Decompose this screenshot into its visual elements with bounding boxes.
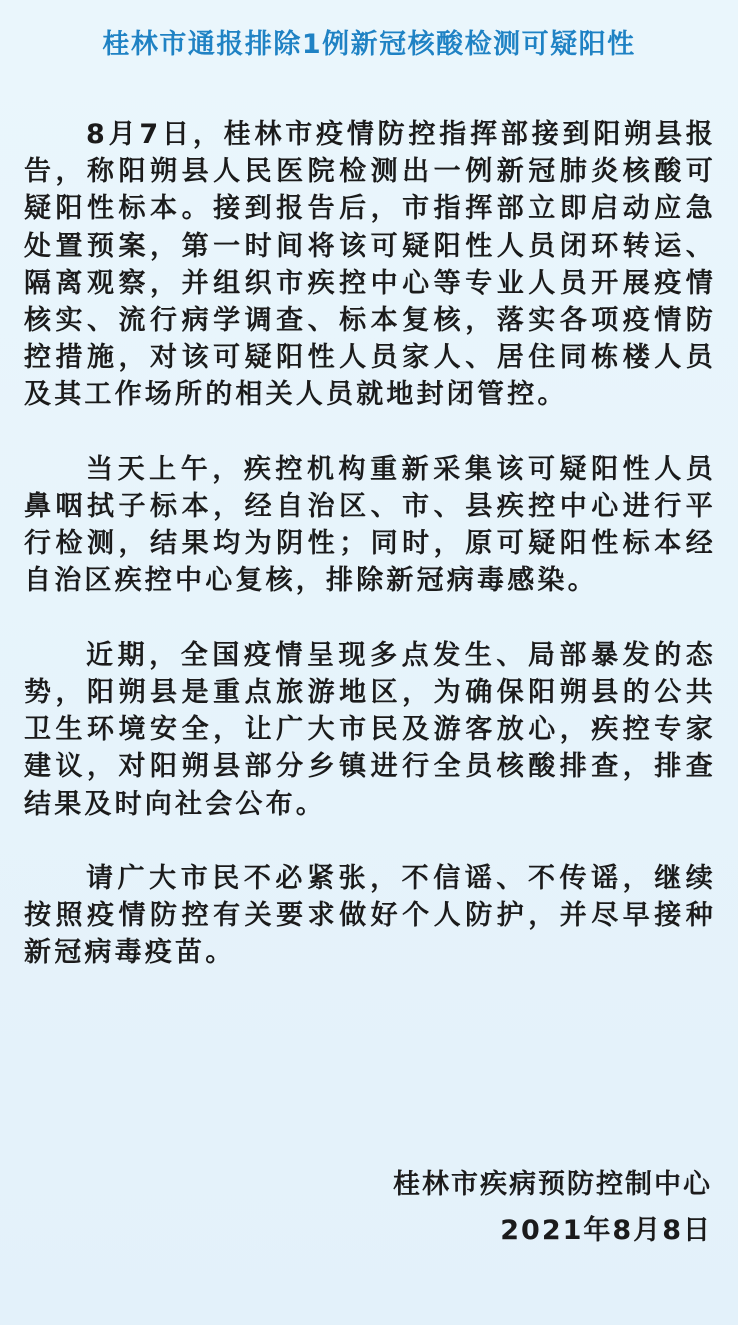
paragraph-1: 8月7日，桂林市疫情防控指挥部接到阳朔县报告，称阳朔县人民医院检测出一例新冠肺炎核酸可疑阳性标本。接到报告后，市指挥部立即启动应急处置预案，第一时间将该可疑阳性人员闭环转运、隔离观察，并组织市疾控中心等专业人员开展疫情核实、流行病学调查、标本复核，落实各项疫情防控措施，对该可疑阳性人员家人、居住同栋楼人员及其工作场所的相关人员就地封闭管控。	[24, 119, 716, 411]
paragraph-2: 当天上午，疾控机构重新采集该可疑阳性人员鼻咽拭子标本，经自治区、市、县疾控中心进行平行检测，结果均为阴性；同时，原可疑阳性标本经自治区疾控中心复核，排除新冠病毒感染。	[24, 453, 716, 597]
notice-body	[24, 116, 716, 1009]
paragraph-4: 请广大市民不必紧张，不信谣、不传谣，继续按照疫情防控有关要求做好个人防护，并尽早接种新冠病毒疫苗。	[24, 863, 716, 969]
signature-block	[393, 1162, 712, 1254]
issue-date: 2021年8月8日	[500, 1215, 712, 1246]
issuer-name: 桂林市疾病预防控制中心	[393, 1169, 712, 1200]
paragraph-3: 近期，全国疫情呈现多点发生、局部暴发的态势，阳朔县是重点旅游地区，为确保阳朔县的公共卫生环境安全，让广大市民及游客放心，疾控专家建议，对阳朔县部分乡镇进行全员核酸排查，排查结果及时向社会公布。	[24, 639, 716, 820]
notice-title: 桂林市通报排除1例新冠核酸检测可疑阳性	[102, 29, 636, 60]
